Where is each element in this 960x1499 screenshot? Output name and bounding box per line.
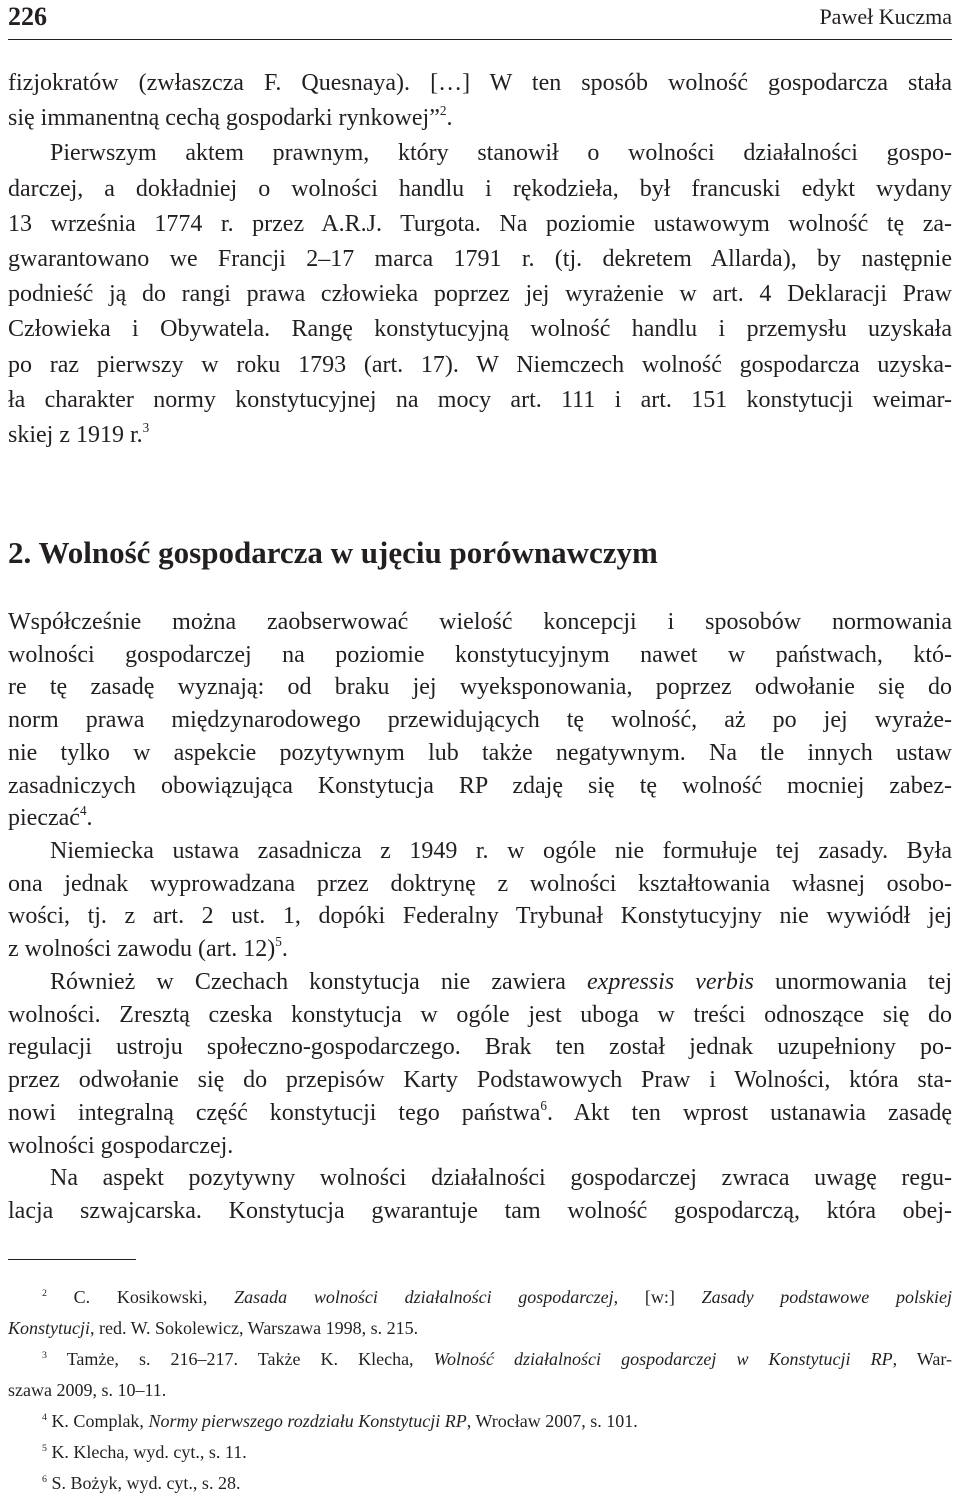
footnotes xyxy=(8,1282,952,1499)
text-line: norm prawa międzynarodowego przewidujących tę wolność, aż po jej wyraże- xyxy=(8,707,952,734)
text-line: Współcześnie można zaobserwować wielość koncepcji i sposobów normowania xyxy=(8,609,952,635)
text-line: podnieść ją do rangi prawa człowieka poprzez jej wyrażenie w art. 4 Deklaracji Praw xyxy=(8,281,952,308)
footnote-2-cont: Konstytucji, red. W. Sokolewicz, Warszawa 1998, s. 215. xyxy=(8,1318,419,1338)
footnote-number: 5 xyxy=(42,1442,47,1454)
text-line: Pierwszym aktem prawnym, który stanowił o wolności działalności gospo- xyxy=(50,140,952,167)
footnote-3: $^3$ Tamże, s. 216–217. Także K. Klecha, Wolność działalności gospodarczej w Konstytucji RP, War- xyxy=(42,1349,952,1369)
header-rule xyxy=(8,39,952,40)
footnote-3-cont: szawa 2009, s. 10–11. xyxy=(8,1380,167,1400)
text-line: fizjokratów (zwłaszcza F. Quesnaya). […] W ten sposób wolność gospodarcza stała xyxy=(8,70,952,96)
text-line: ona jednak wyprowadzana przez doktrynę z wolności kształtowania własnej osobo- xyxy=(8,870,952,897)
text-line: Niemiecka ustawa zasadnicza z 1949 r. w ogóle nie formułuje tej zasady. Była xyxy=(50,838,952,865)
footnote-5: $^5$ K. Klecha, wyd. cyt., s. 11. xyxy=(42,1442,247,1462)
text-line: regulacji ustroju społeczno-gospodarczego. Brak ten został jednak uzupełniony po- xyxy=(8,1034,952,1061)
text-line: re tę zasadę wyznają: od braku jej wyeksponowania, poprzez odwołanie się do xyxy=(8,674,952,701)
text-line: z wolności zawodu (art. 12)$^5$. xyxy=(8,934,288,963)
footnote-ref: 6 xyxy=(540,1097,547,1113)
text-line: wolności. Zresztą czeska konstytucja w ogóle jest uboga w treści odnoszące się do xyxy=(8,1001,952,1028)
text-line: nie tylko w aspekcie pozytywnym lub także negatywnym. Na tle innych ustaw xyxy=(8,739,952,766)
section-heading: 2. Wolność gospodarcza w ujęciu porównawczym xyxy=(8,535,658,570)
text-line: Na aspekt pozytywny wolności działalności gospodarczej zwraca uwagę regu- xyxy=(50,1165,952,1192)
text-line: po raz pierwszy w roku 1793 (art. 17). W Niemczech wolność gospodarcza uzyska- xyxy=(8,351,952,378)
text-line: pieczać$^4$. xyxy=(8,803,93,832)
running-head-author: Paweł Kuczma xyxy=(819,4,952,29)
text-line: gwarantowano we Francji 2–17 marca 1791 r. (tj. dekretem Allarda), by następnie xyxy=(8,245,952,272)
paragraph-block-2 xyxy=(8,606,952,1228)
text-line: skiej z 1919 r.$^3$ xyxy=(8,419,150,448)
footnote-number: 4 xyxy=(42,1411,47,1423)
footnote-6: $^6$ S. Bożyk, wyd. cyt., s. 28. xyxy=(42,1473,241,1493)
footnote-rule xyxy=(8,1259,136,1260)
text-line: lacja szwajcarska. Konstytucja gwarantuje tam wolność gospodarczą, która obej- xyxy=(8,1197,952,1224)
running-head xyxy=(8,0,952,34)
text-line: zasadniczych obowiązująca Konstytucja RP zdaję się tę wolność mocniej zabez- xyxy=(8,772,952,799)
text-line: darczej, a dokładniej o wolności handlu i rękodzieła, był francuski edykt wydany xyxy=(8,175,952,202)
text-line: wolności gospodarczej na poziomie konstytucyjnym nawet w państwach, któ- xyxy=(8,641,952,668)
footnote-ref: 5 xyxy=(275,934,282,950)
text-line: się immanentną cechą gospodarki rynkowej”$^2$. xyxy=(8,103,453,132)
text-line: przez odwołanie się do przepisów Karty Podstawowych Praw i Wolności, która sta- xyxy=(8,1067,952,1094)
text-line: wości, tj. z art. 2 ust. 1, dopóki Federalny Trybunał Konstytucyjny nie wywiódł jej xyxy=(8,903,952,930)
footnote-ref: 2 xyxy=(439,103,447,119)
paragraph-block-1 xyxy=(8,66,952,453)
text-line: ła charakter normy konstytucyjnej na mocy art. 111 i art. 151 konstytucji weimar- xyxy=(8,386,952,413)
text-line: Również w Czechach konstytucja nie zawiera expressis verbis unormowania tej xyxy=(50,968,953,995)
text-line: 13 września 1774 r. przez A.R.J. Turgota. Na poziomie ustawowym wolność tę za- xyxy=(8,210,952,237)
italic-phrase: expressis verbis xyxy=(587,968,754,995)
footnote-ref: 3 xyxy=(142,419,150,435)
footnote-number: 2 xyxy=(42,1287,47,1299)
footnote-4: $^4$ K. Complak, Normy pierwszego rozdziału Konstytucji RP, Wrocław 2007, s. 101. xyxy=(42,1411,638,1431)
footnote-2: $^2$ C. Kosikowski, Zasada wolności działalności gospodarczej, [w:] Zasady podstawowe polskiej xyxy=(42,1287,952,1307)
footnote-number: 3 xyxy=(42,1349,47,1361)
text-line: Człowieka i Obywatela. Rangę konstytucyjną wolność handlu i przemysłu uzyskała xyxy=(8,316,952,343)
text-line: nowi integralną część konstytucji tego państwa$^6$. Akt ten wprost ustanawia zasadę xyxy=(8,1097,952,1126)
footnote-ref: 4 xyxy=(79,803,87,819)
text-line: wolności gospodarczej. xyxy=(8,1132,234,1159)
footnote-number: 6 xyxy=(42,1473,47,1485)
page-number: 226 xyxy=(8,2,47,31)
